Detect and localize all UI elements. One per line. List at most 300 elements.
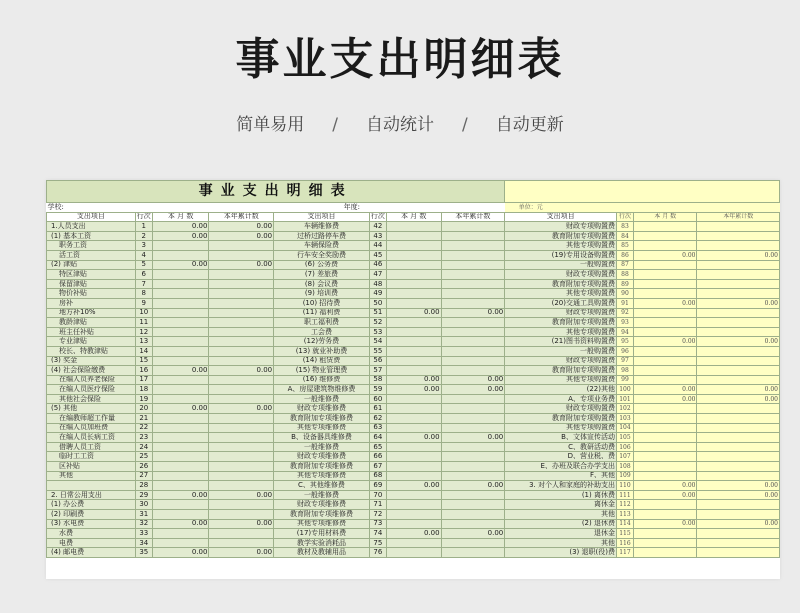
ytd-cell[interactable] — [697, 375, 780, 385]
item-cell[interactable]: 一般维修费 — [274, 394, 370, 404]
item-cell[interactable]: 车辆维修费 — [274, 222, 370, 232]
month-cell[interactable] — [386, 327, 441, 337]
item-cell[interactable]: 其他 — [505, 510, 617, 520]
ytd-cell[interactable] — [697, 356, 780, 366]
ytd-cell[interactable]: 0.00 — [441, 385, 505, 395]
ytd-cell[interactable]: 0.00 — [441, 529, 505, 539]
ytd-cell[interactable]: 0.00 — [209, 231, 274, 241]
ytd-cell[interactable] — [441, 298, 505, 308]
month-cell[interactable] — [152, 462, 209, 472]
ytd-cell[interactable] — [441, 500, 505, 510]
month-cell[interactable] — [152, 442, 209, 452]
item-cell[interactable]: (12)劳务费 — [274, 337, 370, 347]
month-cell[interactable] — [633, 279, 697, 289]
item-cell[interactable]: 职工福利费 — [274, 318, 370, 328]
month-cell[interactable] — [386, 250, 441, 260]
item-cell[interactable]: (6) 公务费 — [274, 260, 370, 270]
item-cell[interactable]: (10) 招待费 — [274, 298, 370, 308]
month-cell[interactable] — [152, 510, 209, 520]
ytd-cell[interactable]: 0.00 — [441, 375, 505, 385]
month-cell[interactable]: 0.00 — [152, 260, 209, 270]
item-cell[interactable]: B、文体宣传活动 — [505, 433, 617, 443]
ytd-cell[interactable]: 0.00 — [697, 298, 780, 308]
ytd-cell[interactable] — [441, 231, 505, 241]
month-cell[interactable] — [386, 471, 441, 481]
month-cell[interactable]: 0.00 — [386, 308, 441, 318]
ytd-cell[interactable] — [441, 279, 505, 289]
month-cell[interactable] — [152, 375, 209, 385]
item-cell[interactable]: 3. 对个人和家庭的补助支出 — [505, 481, 617, 491]
ytd-cell[interactable] — [697, 241, 780, 251]
ytd-cell[interactable] — [697, 442, 780, 452]
item-cell[interactable]: 保留津贴 — [47, 279, 136, 289]
ytd-cell[interactable]: 0.00 — [209, 404, 274, 414]
item-cell[interactable]: 一般维修费 — [274, 490, 370, 500]
ytd-cell[interactable] — [441, 490, 505, 500]
ytd-cell[interactable] — [209, 279, 274, 289]
month-cell[interactable]: 0.00 — [152, 222, 209, 232]
item-cell[interactable]: 教育附加专项维修费 — [274, 414, 370, 424]
ytd-cell[interactable]: 0.00 — [697, 394, 780, 404]
item-cell[interactable]: 一般购置费 — [505, 260, 617, 270]
month-cell[interactable]: 0.00 — [633, 337, 697, 347]
item-cell[interactable]: 1.人员支出 — [47, 222, 136, 232]
item-cell[interactable]: (8) 会议费 — [274, 279, 370, 289]
month-cell[interactable] — [633, 471, 697, 481]
ytd-cell[interactable] — [441, 404, 505, 414]
item-cell[interactable]: 教育附加专项维修费 — [274, 510, 370, 520]
item-cell[interactable]: (17)专用材料费 — [274, 529, 370, 539]
month-cell[interactable]: 0.00 — [386, 529, 441, 539]
item-cell[interactable]: 其他 — [505, 538, 617, 548]
ytd-cell[interactable] — [209, 452, 274, 462]
ytd-cell[interactable] — [209, 318, 274, 328]
item-cell[interactable]: 其他专项购置费 — [505, 375, 617, 385]
ytd-cell[interactable] — [209, 250, 274, 260]
item-cell[interactable]: 职务工资 — [47, 241, 136, 251]
month-cell[interactable]: 0.00 — [152, 519, 209, 529]
month-cell[interactable] — [633, 423, 697, 433]
month-cell[interactable] — [633, 404, 697, 414]
item-cell[interactable]: 财政专项购置费 — [505, 222, 617, 232]
ytd-cell[interactable]: 0.00 — [697, 250, 780, 260]
month-cell[interactable]: 0.00 — [152, 548, 209, 558]
item-cell[interactable]: 区补贴 — [47, 462, 136, 472]
month-cell[interactable] — [152, 318, 209, 328]
item-cell[interactable]: F、其他 — [505, 471, 617, 481]
item-cell[interactable]: (16) 维修费 — [274, 375, 370, 385]
item-cell[interactable]: 物价补贴 — [47, 289, 136, 299]
item-cell[interactable]: 其他社会保险 — [47, 394, 136, 404]
item-cell[interactable]: (14) 租赁费 — [274, 356, 370, 366]
item-cell[interactable]: (7) 差旅费 — [274, 270, 370, 280]
item-cell[interactable]: (22)其他 — [505, 385, 617, 395]
ytd-cell[interactable] — [209, 500, 274, 510]
item-cell[interactable]: 在编人员长病工资 — [47, 433, 136, 443]
ytd-cell[interactable] — [209, 538, 274, 548]
item-cell[interactable]: 地方补10% — [47, 308, 136, 318]
item-cell[interactable]: 电费 — [47, 538, 136, 548]
month-cell[interactable] — [386, 423, 441, 433]
ytd-cell[interactable] — [441, 366, 505, 376]
ytd-cell[interactable] — [697, 462, 780, 472]
ytd-cell[interactable]: 0.00 — [209, 222, 274, 232]
month-cell[interactable] — [152, 241, 209, 251]
item-cell[interactable]: 财政专项购置费 — [505, 270, 617, 280]
item-cell[interactable]: 财政专项购置费 — [505, 308, 617, 318]
ytd-cell[interactable] — [441, 414, 505, 424]
ytd-cell[interactable]: 0.00 — [209, 490, 274, 500]
ytd-cell[interactable] — [209, 442, 274, 452]
month-cell[interactable] — [633, 366, 697, 376]
ytd-cell[interactable] — [441, 289, 505, 299]
ytd-cell[interactable] — [209, 385, 274, 395]
month-cell[interactable] — [386, 270, 441, 280]
item-cell[interactable]: (9) 培训费 — [274, 289, 370, 299]
month-cell[interactable]: 0.00 — [633, 490, 697, 500]
ytd-cell[interactable] — [209, 481, 274, 491]
ytd-cell[interactable] — [697, 318, 780, 328]
month-cell[interactable] — [152, 423, 209, 433]
item-cell[interactable]: 车辆保险费 — [274, 241, 370, 251]
item-cell[interactable]: 其他 — [47, 471, 136, 481]
item-cell[interactable]: (4) 邮电费 — [47, 548, 136, 558]
ytd-cell[interactable] — [209, 298, 274, 308]
item-cell[interactable]: 其他专项购置费 — [505, 423, 617, 433]
month-cell[interactable] — [633, 500, 697, 510]
month-cell[interactable] — [152, 327, 209, 337]
item-cell[interactable]: (19)专用设备购置费 — [505, 250, 617, 260]
ytd-cell[interactable]: 0.00 — [697, 481, 780, 491]
item-cell[interactable]: (1) 基本工资 — [47, 231, 136, 241]
ytd-cell[interactable] — [441, 318, 505, 328]
item-cell[interactable]: A、专项业务费 — [505, 394, 617, 404]
ytd-cell[interactable]: 0.00 — [441, 308, 505, 318]
ytd-cell[interactable] — [697, 289, 780, 299]
ytd-cell[interactable] — [697, 260, 780, 270]
ytd-cell[interactable] — [441, 327, 505, 337]
month-cell[interactable] — [386, 231, 441, 241]
month-cell[interactable]: 0.00 — [386, 433, 441, 443]
item-cell[interactable]: (2) 津贴 — [47, 260, 136, 270]
ytd-cell[interactable]: 0.00 — [441, 481, 505, 491]
month-cell[interactable] — [386, 394, 441, 404]
month-cell[interactable] — [152, 308, 209, 318]
item-cell[interactable]: 教学实验消耗品 — [274, 538, 370, 548]
ytd-cell[interactable] — [441, 423, 505, 433]
month-cell[interactable] — [152, 289, 209, 299]
item-cell[interactable]: (1) 办公费 — [47, 500, 136, 510]
month-cell[interactable]: 0.00 — [386, 375, 441, 385]
item-cell[interactable]: (3) 退职(役)费 — [505, 548, 617, 558]
item-cell[interactable]: 教育附加专项购置费 — [505, 366, 617, 376]
month-cell[interactable] — [152, 250, 209, 260]
month-cell[interactable] — [633, 327, 697, 337]
item-cell[interactable]: 在编人员加班费 — [47, 423, 136, 433]
month-cell[interactable] — [152, 385, 209, 395]
item-cell[interactable]: 其他专项维修费 — [274, 471, 370, 481]
ytd-cell[interactable] — [697, 327, 780, 337]
month-cell[interactable] — [633, 260, 697, 270]
ytd-cell[interactable] — [697, 452, 780, 462]
ytd-cell[interactable] — [209, 414, 274, 424]
ytd-cell[interactable]: 0.00 — [209, 366, 274, 376]
month-cell[interactable] — [633, 346, 697, 356]
item-cell[interactable]: C、教研活动费 — [505, 442, 617, 452]
month-cell[interactable] — [152, 394, 209, 404]
ytd-cell[interactable] — [209, 289, 274, 299]
ytd-cell[interactable] — [697, 222, 780, 232]
month-cell[interactable] — [152, 270, 209, 280]
month-cell[interactable] — [386, 452, 441, 462]
ytd-cell[interactable] — [441, 452, 505, 462]
month-cell[interactable] — [633, 529, 697, 539]
ytd-cell[interactable] — [697, 346, 780, 356]
item-cell[interactable]: 教育附加专项购置费 — [505, 279, 617, 289]
ytd-cell[interactable] — [209, 327, 274, 337]
ytd-cell[interactable] — [209, 346, 274, 356]
month-cell[interactable] — [152, 356, 209, 366]
month-cell[interactable] — [152, 433, 209, 443]
item-cell[interactable]: (5) 其他 — [47, 404, 136, 414]
month-cell[interactable] — [386, 318, 441, 328]
item-cell[interactable]: 财政专项维修费 — [274, 452, 370, 462]
ytd-cell[interactable] — [697, 414, 780, 424]
item-cell[interactable]: A、房屋建筑物维修费 — [274, 385, 370, 395]
ytd-cell[interactable]: 0.00 — [441, 433, 505, 443]
item-cell[interactable]: 教育附加专项维修费 — [274, 462, 370, 472]
item-cell[interactable]: 其他专项维修费 — [274, 423, 370, 433]
ytd-cell[interactable] — [441, 442, 505, 452]
ytd-cell[interactable]: 0.00 — [697, 519, 780, 529]
month-cell[interactable] — [633, 510, 697, 520]
item-cell[interactable]: 班主任补贴 — [47, 327, 136, 337]
ytd-cell[interactable] — [441, 538, 505, 548]
item-cell[interactable]: 教育附加专项购置费 — [505, 231, 617, 241]
item-cell[interactable]: (3) 奖金 — [47, 356, 136, 366]
month-cell[interactable] — [386, 414, 441, 424]
month-cell[interactable] — [386, 356, 441, 366]
item-cell[interactable]: 过桥过路停车费 — [274, 231, 370, 241]
item-cell[interactable]: 财政专项维修费 — [274, 404, 370, 414]
item-cell[interactable]: 退休金 — [505, 529, 617, 539]
item-cell[interactable]: 教材及教辅用品 — [274, 548, 370, 558]
month-cell[interactable]: 0.00 — [633, 519, 697, 529]
month-cell[interactable] — [633, 270, 697, 280]
month-cell[interactable]: 0.00 — [633, 481, 697, 491]
month-cell[interactable] — [633, 548, 697, 558]
month-cell[interactable] — [386, 222, 441, 232]
item-cell[interactable]: 其他专项购置费 — [505, 327, 617, 337]
ytd-cell[interactable] — [209, 423, 274, 433]
ytd-cell[interactable] — [441, 222, 505, 232]
item-cell[interactable]: 财政专项维修费 — [274, 500, 370, 510]
ytd-cell[interactable] — [697, 538, 780, 548]
month-cell[interactable] — [386, 337, 441, 347]
month-cell[interactable] — [633, 231, 697, 241]
ytd-cell[interactable] — [697, 471, 780, 481]
item-cell[interactable]: 教育附加专项购置费 — [505, 414, 617, 424]
ytd-cell[interactable] — [441, 250, 505, 260]
ytd-cell[interactable] — [209, 308, 274, 318]
ytd-cell[interactable]: 0.00 — [697, 385, 780, 395]
month-cell[interactable] — [386, 366, 441, 376]
item-cell[interactable]: (13) 就业补助费 — [274, 346, 370, 356]
month-cell[interactable] — [633, 308, 697, 318]
ytd-cell[interactable] — [697, 500, 780, 510]
month-cell[interactable]: 0.00 — [633, 250, 697, 260]
item-cell[interactable]: (11) 福利费 — [274, 308, 370, 318]
item-cell[interactable]: 在编人员养老保险 — [47, 375, 136, 385]
item-cell[interactable]: 一般购置费 — [505, 346, 617, 356]
month-cell[interactable]: 0.00 — [386, 481, 441, 491]
item-cell[interactable]: 2. 日常公用支出 — [47, 490, 136, 500]
ytd-cell[interactable] — [697, 270, 780, 280]
ytd-cell[interactable] — [441, 462, 505, 472]
month-cell[interactable] — [386, 346, 441, 356]
item-cell[interactable]: 财政专项购置费 — [505, 356, 617, 366]
month-cell[interactable] — [386, 279, 441, 289]
ytd-cell[interactable] — [209, 356, 274, 366]
ytd-cell[interactable] — [441, 260, 505, 270]
item-cell[interactable]: 临时工工资 — [47, 452, 136, 462]
month-cell[interactable]: 0.00 — [152, 231, 209, 241]
item-cell[interactable]: (4) 社会保险缴费 — [47, 366, 136, 376]
ytd-cell[interactable] — [209, 241, 274, 251]
month-cell[interactable] — [152, 500, 209, 510]
ytd-cell[interactable] — [209, 375, 274, 385]
month-cell[interactable] — [633, 375, 697, 385]
month-cell[interactable] — [633, 241, 697, 251]
month-cell[interactable]: 0.00 — [633, 385, 697, 395]
item-cell[interactable]: 水费 — [47, 529, 136, 539]
item-cell[interactable]: 财政专项购置费 — [505, 404, 617, 414]
item-cell[interactable]: 校长、特教津贴 — [47, 346, 136, 356]
item-cell[interactable]: 教龄津贴 — [47, 318, 136, 328]
item-cell[interactable]: 其他专项购置费 — [505, 289, 617, 299]
item-cell[interactable]: 专业津贴 — [47, 337, 136, 347]
ytd-cell[interactable] — [441, 241, 505, 251]
item-cell[interactable]: (3) 水电费 — [47, 519, 136, 529]
ytd-cell[interactable] — [209, 510, 274, 520]
ytd-cell[interactable] — [441, 548, 505, 558]
month-cell[interactable] — [386, 490, 441, 500]
ytd-cell[interactable]: 0.00 — [697, 337, 780, 347]
month-cell[interactable] — [386, 538, 441, 548]
item-cell[interactable]: 工会费 — [274, 327, 370, 337]
month-cell[interactable]: 0.00 — [152, 366, 209, 376]
month-cell[interactable] — [386, 500, 441, 510]
item-cell[interactable]: D、营业税、费 — [505, 452, 617, 462]
ytd-cell[interactable] — [209, 433, 274, 443]
ytd-cell[interactable]: 0.00 — [209, 260, 274, 270]
month-cell[interactable] — [386, 510, 441, 520]
month-cell[interactable]: 0.00 — [152, 490, 209, 500]
month-cell[interactable] — [633, 289, 697, 299]
month-cell[interactable] — [386, 442, 441, 452]
item-cell[interactable]: 行车安全奖励费 — [274, 250, 370, 260]
month-cell[interactable] — [386, 519, 441, 529]
item-cell[interactable]: (2) 退休费 — [505, 519, 617, 529]
month-cell[interactable] — [386, 404, 441, 414]
month-cell[interactable]: 0.00 — [633, 298, 697, 308]
ytd-cell[interactable] — [209, 471, 274, 481]
item-cell[interactable]: 离休金 — [505, 500, 617, 510]
item-cell[interactable]: 活工资 — [47, 250, 136, 260]
month-cell[interactable]: 0.00 — [633, 394, 697, 404]
month-cell[interactable] — [633, 222, 697, 232]
item-cell[interactable]: 特区津贴 — [47, 270, 136, 280]
ytd-cell[interactable] — [697, 548, 780, 558]
item-cell[interactable]: (1) 离休费 — [505, 490, 617, 500]
ytd-cell[interactable] — [441, 270, 505, 280]
item-cell[interactable] — [47, 481, 136, 491]
month-cell[interactable] — [633, 442, 697, 452]
ytd-cell[interactable] — [697, 231, 780, 241]
ytd-cell[interactable] — [697, 366, 780, 376]
month-cell[interactable]: 0.00 — [152, 404, 209, 414]
ytd-cell[interactable] — [441, 394, 505, 404]
ytd-cell[interactable] — [441, 346, 505, 356]
ytd-cell[interactable] — [209, 394, 274, 404]
month-cell[interactable] — [152, 346, 209, 356]
ytd-cell[interactable] — [209, 462, 274, 472]
ytd-cell[interactable] — [209, 529, 274, 539]
month-cell[interactable] — [152, 529, 209, 539]
month-cell[interactable] — [152, 481, 209, 491]
item-cell[interactable]: B、设备器具维修费 — [274, 433, 370, 443]
month-cell[interactable] — [386, 241, 441, 251]
ytd-cell[interactable] — [697, 510, 780, 520]
item-cell[interactable]: 教育附加专项购置费 — [505, 318, 617, 328]
month-cell[interactable] — [633, 538, 697, 548]
ytd-cell[interactable] — [209, 337, 274, 347]
month-cell[interactable] — [152, 279, 209, 289]
ytd-cell[interactable] — [441, 471, 505, 481]
month-cell[interactable] — [633, 433, 697, 443]
ytd-cell[interactable] — [697, 404, 780, 414]
ytd-cell[interactable] — [697, 279, 780, 289]
month-cell[interactable] — [152, 471, 209, 481]
month-cell[interactable] — [386, 548, 441, 558]
month-cell[interactable] — [633, 462, 697, 472]
month-cell[interactable] — [152, 414, 209, 424]
item-cell[interactable]: (20)交通工具购置费 — [505, 298, 617, 308]
ytd-cell[interactable] — [209, 270, 274, 280]
ytd-cell[interactable] — [441, 510, 505, 520]
month-cell[interactable] — [152, 538, 209, 548]
item-cell[interactable]: 在编教师超工作量 — [47, 414, 136, 424]
item-cell[interactable]: (15) 物业管理费 — [274, 366, 370, 376]
month-cell[interactable] — [633, 318, 697, 328]
ytd-cell[interactable] — [697, 308, 780, 318]
item-cell[interactable]: 在编人员医疗保险 — [47, 385, 136, 395]
month-cell[interactable] — [152, 298, 209, 308]
month-cell[interactable] — [152, 337, 209, 347]
item-cell[interactable]: E、办班及联合办学支出 — [505, 462, 617, 472]
month-cell[interactable] — [386, 289, 441, 299]
ytd-cell[interactable]: 0.00 — [697, 490, 780, 500]
item-cell[interactable]: 房补 — [47, 298, 136, 308]
month-cell[interactable] — [386, 462, 441, 472]
item-cell[interactable]: 其他专项维修费 — [274, 519, 370, 529]
ytd-cell[interactable] — [697, 423, 780, 433]
item-cell[interactable]: (21)图书资料购置费 — [505, 337, 617, 347]
item-cell[interactable]: C、其他维修费 — [274, 481, 370, 491]
ytd-cell[interactable]: 0.00 — [209, 548, 274, 558]
item-cell[interactable]: 其他专项购置费 — [505, 241, 617, 251]
ytd-cell[interactable] — [441, 519, 505, 529]
